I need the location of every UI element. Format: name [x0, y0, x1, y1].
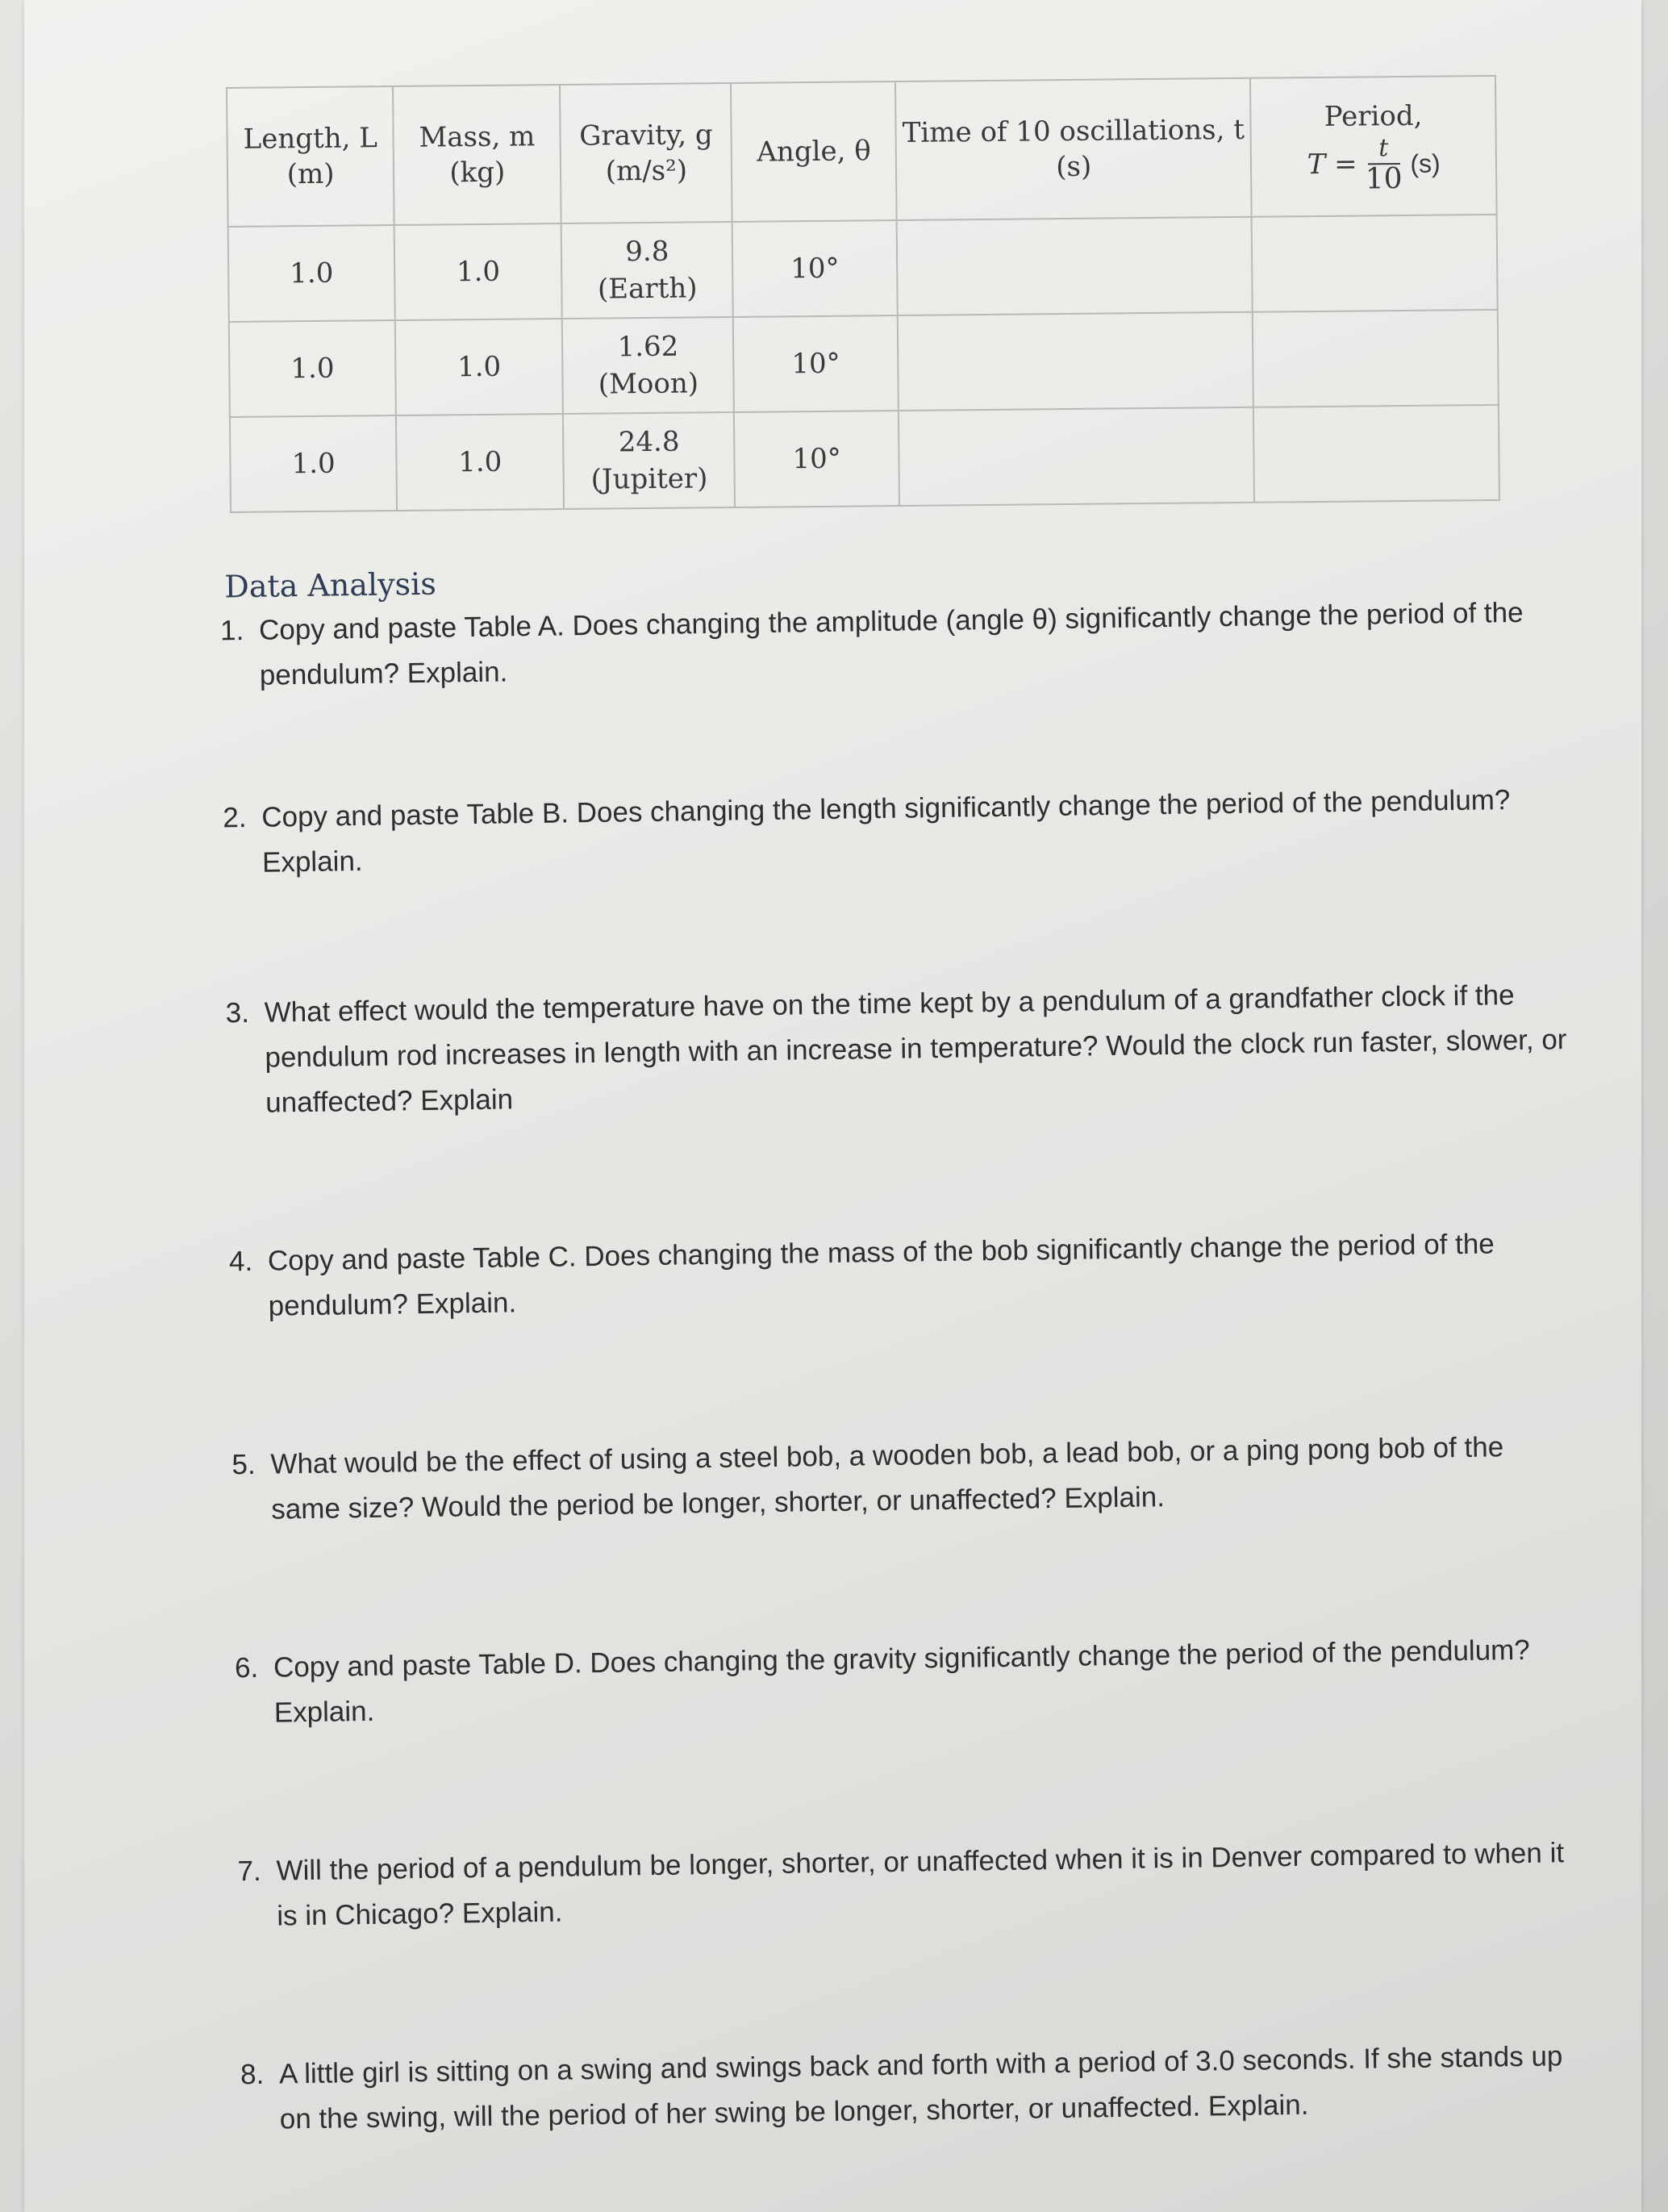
header-gravity-label: Gravity, g [579, 119, 713, 152]
period-fraction-denominator: 10 [1365, 162, 1403, 196]
header-time-unit: (s) [1056, 150, 1092, 184]
pendulum-data-table [226, 75, 1500, 513]
period-unit: (s) [1410, 148, 1441, 178]
period-formula [1307, 134, 1441, 195]
question-number: 7. [237, 1855, 262, 1888]
question-number: 5. [231, 1448, 256, 1481]
cell-gravity-value: 9.8 [625, 235, 669, 269]
header-length-unit: (m) [286, 157, 335, 191]
table-row [230, 405, 1499, 512]
header-length-label: Length, L [243, 122, 378, 156]
period-fraction-numerator: t [1367, 134, 1399, 165]
question-number: 3. [225, 996, 250, 1029]
question-number: 4. [228, 1245, 253, 1278]
question-text: What would be the effect of using a steel bob, a wooden bob, a lead bob, or a ping pong bob of the same size? Would the period be longer, shorter, or unaffected? Explain. [270, 1431, 1504, 1525]
cell-gravity-value: 24.8 [618, 425, 680, 459]
header-period-label: Period, [1324, 99, 1423, 133]
table-header-row [227, 76, 1497, 227]
header-mass-label: Mass, m [419, 120, 536, 154]
cell-gravity [563, 412, 735, 509]
pendulum-data-table-container [226, 75, 1500, 513]
cell-period[interactable] [1253, 405, 1499, 503]
cell-mass: 1.0 [395, 319, 563, 415]
question-text: What effect would the temperature have on the time kept by a pendulum of a grandfather clock if the pendulum rod increases in length with an increase in temperature? Would the clock run faster, slower, or unaffected? Explain [264, 979, 1567, 1119]
cell-length: 1.0 [229, 320, 396, 417]
question-item [195, 1221, 1575, 1330]
question-text: Copy and paste Table D. Does changing the gravity significantly change the period of the pendulum? Explain. [273, 1634, 1531, 1729]
cell-gravity-value: 1.62 [617, 330, 679, 364]
period-formula-lhs: T = [1307, 148, 1357, 182]
cell-angle: 10° [734, 411, 899, 507]
cell-period[interactable] [1253, 310, 1499, 407]
question-item [198, 1424, 1578, 1534]
section-title: Data Analysis [224, 566, 437, 605]
cell-length: 1.0 [230, 415, 397, 512]
question-number: 1. [219, 615, 244, 647]
header-angle-label: Angle, θ [757, 135, 871, 169]
cell-gravity-planet: (Moon) [598, 367, 699, 401]
cell-period[interactable] [1252, 215, 1498, 312]
header-mass-unit: (kg) [449, 156, 506, 190]
cell-mass: 1.0 [396, 414, 564, 511]
header-gravity [560, 83, 732, 223]
question-number: 6. [234, 1651, 259, 1684]
question-text: Copy and paste Table B. Does changing the length significantly change the period of the pendulum? Explain. [261, 784, 1511, 879]
cell-angle: 10° [732, 220, 898, 317]
question-item [203, 1830, 1583, 1940]
cell-gravity-planet: (Earth) [597, 272, 698, 306]
header-length [227, 86, 394, 227]
question-item [201, 1627, 1581, 1737]
cell-gravity [561, 222, 733, 319]
cell-time[interactable] [897, 217, 1253, 315]
question-item [189, 777, 1569, 887]
header-angle [731, 81, 896, 222]
question-text: A little girl is sitting on a swing and swings back and forth with a period of 3.0 seconds. If she stands up on the swing, will the period of her swing be longer, shorter, or unaffected. Explain. [278, 2040, 1563, 2135]
header-gravity-unit: (m/s²) [605, 154, 688, 188]
cell-length: 1.0 [228, 225, 395, 322]
table-row [228, 215, 1498, 322]
header-time [895, 78, 1252, 220]
period-fraction [1365, 134, 1403, 194]
data-analysis-section [186, 549, 1595, 2143]
question-text: Will the period of a pendulum be longer, shorter, or unaffected when it is in Denver compared to when it is in Chicago? Explain. [276, 1837, 1565, 1932]
cell-gravity-planet: (Jupiter) [590, 462, 708, 496]
cell-angle: 10° [733, 315, 899, 412]
header-period [1250, 76, 1496, 217]
question-text: Copy and paste Table A. Does changing the amplitude (angle θ) significantly change the period of the pendulum? Explain. [258, 596, 1524, 691]
question-number: 8. [240, 2058, 265, 2091]
question-number: 2. [223, 801, 247, 834]
cell-time[interactable] [898, 312, 1253, 411]
cell-mass: 1.0 [394, 223, 562, 320]
cell-time[interactable] [899, 407, 1254, 506]
question-item [186, 590, 1566, 699]
question-item [206, 2034, 1587, 2143]
question-item [191, 972, 1572, 1127]
header-mass [393, 85, 561, 225]
cell-gravity [562, 317, 734, 414]
header-time-label: Time of 10 oscillations, t [902, 113, 1245, 149]
question-text: Copy and paste Table C. Does changing the mass of the bob significantly change the period of the pendulum? Explain. [267, 1228, 1495, 1322]
worksheet-page [24, 0, 1641, 2212]
table-row [229, 310, 1499, 417]
